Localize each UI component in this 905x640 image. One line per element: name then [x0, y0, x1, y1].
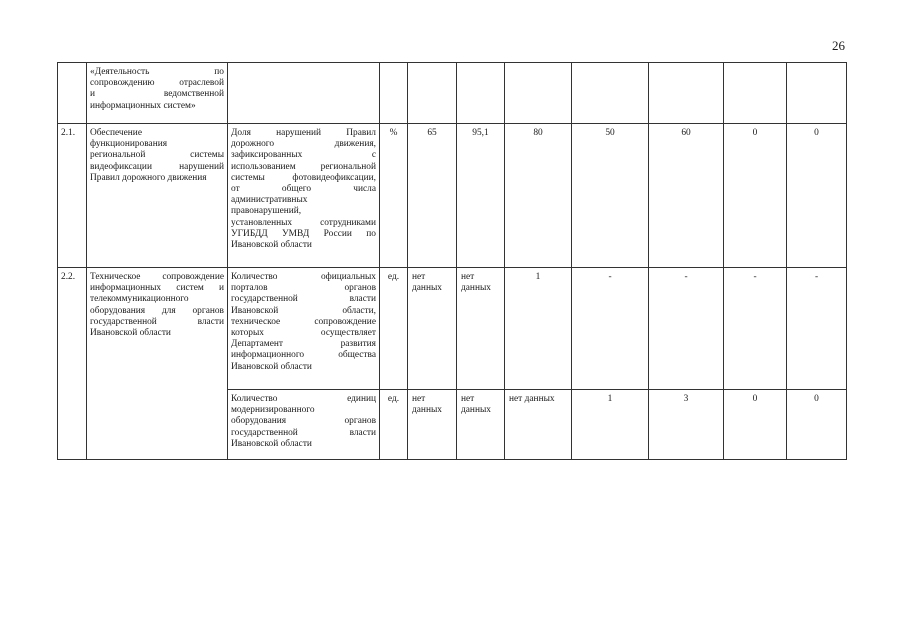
indicator-line: техническое сопровождение	[231, 316, 376, 327]
event-line: телекоммуникационного	[90, 294, 189, 305]
value-col-2: нет данных	[457, 268, 505, 390]
section-title-line: информационных систем»	[90, 100, 196, 111]
value-col-6: -	[724, 268, 787, 390]
table-row	[58, 124, 847, 268]
value-col-3: 1	[505, 268, 572, 390]
unit: ед.	[380, 268, 408, 390]
event-description	[87, 268, 228, 460]
indicator-line: использованием региональной	[231, 161, 376, 172]
value-col-4: -	[572, 268, 649, 390]
indicator-line: Количество единиц	[231, 394, 376, 404]
indicator-line: Департамент развития	[231, 339, 376, 350]
value-col-1: 65	[408, 124, 457, 268]
indicator-line: правонарушений,	[231, 206, 302, 217]
cell-empty	[787, 63, 847, 124]
value-col-2: 95,1	[457, 124, 505, 268]
indicator-line: государственной власти	[231, 294, 376, 305]
event-line: Ивановской области	[90, 328, 171, 339]
indicator-line: зафиксированных с	[231, 150, 376, 161]
indicator-line: Ивановской области	[231, 438, 312, 449]
unit: ед.	[380, 390, 408, 460]
value-col-1: нет данных	[408, 390, 457, 460]
indicator-line: Ивановской области	[231, 361, 312, 372]
indicator-line: Ивановской области,	[231, 305, 376, 316]
value-col-5: -	[649, 268, 724, 390]
cell-number-empty	[58, 63, 87, 124]
indicator-description	[228, 268, 380, 390]
cell-empty	[649, 63, 724, 124]
event-line: информационных систем и	[90, 283, 224, 294]
indicator-line: от общего числа	[231, 184, 376, 195]
indicator-description	[228, 124, 380, 268]
indicator-line: УГИБДД УМВД России по	[231, 228, 376, 239]
indicator-line: системы фотовидеофиксации,	[231, 172, 376, 183]
cell-empty	[457, 63, 505, 124]
value-col-6: 0	[724, 390, 787, 460]
cell-empty	[505, 63, 572, 124]
event-line: функционирования	[90, 139, 168, 150]
indicator-line: порталов органов	[231, 283, 376, 294]
unit: %	[380, 124, 408, 268]
cell-empty	[408, 63, 457, 124]
value-col-7: 0	[787, 124, 847, 268]
value-col-4: 1	[572, 390, 649, 460]
event-line: видеофиксации нарушений	[90, 161, 224, 172]
value-col-1: нет данных	[408, 268, 457, 390]
value-col-7: 0	[787, 390, 847, 460]
row-number: 2.1.	[58, 124, 87, 268]
section-title-line: и ведомственной	[90, 89, 224, 100]
event-line: государственной власти	[90, 316, 224, 327]
table-row-section-header	[58, 63, 847, 124]
indicator-line: информационного общества	[231, 350, 376, 361]
value-col-7: -	[787, 268, 847, 390]
indicator-line: дорожного движения,	[231, 139, 376, 150]
cell-empty	[572, 63, 649, 124]
section-title-line: «Деятельность по	[90, 67, 224, 77]
value-col-5: 60	[649, 124, 724, 268]
event-line: Обеспечение	[90, 128, 142, 138]
value-col-2: нет данных	[457, 390, 505, 460]
cell-empty	[380, 63, 408, 124]
event-line: региональной системы	[90, 150, 224, 161]
cell-section-title	[87, 63, 228, 124]
event-line: оборудования для органов	[90, 305, 224, 316]
event-description	[87, 124, 228, 268]
indicator-line: Количество официальных	[231, 272, 376, 282]
indicator-line: модернизированного	[231, 405, 315, 416]
section-title-line: сопровождению отраслевой	[90, 78, 224, 89]
indicator-line: государственной власти	[231, 427, 376, 438]
value-col-5: 3	[649, 390, 724, 460]
cell-empty	[724, 63, 787, 124]
value-col-4: 50	[572, 124, 649, 268]
event-line: Техническое сопровождение	[90, 272, 224, 282]
value-col-3: 80	[505, 124, 572, 268]
row-number: 2.2.	[58, 268, 87, 460]
indicator-description	[228, 390, 380, 460]
indicator-line: которых осуществляет	[231, 328, 376, 339]
indicator-line: Доля нарушений Правил	[231, 128, 376, 138]
program-table	[57, 62, 847, 460]
value-col-6: 0	[724, 124, 787, 268]
page-number: 26	[832, 38, 845, 53]
event-line: Правил дорожного движения	[90, 172, 207, 183]
indicator-line: оборудования органов	[231, 416, 376, 427]
table-row	[58, 268, 847, 390]
indicator-line: административных	[231, 195, 308, 206]
indicator-line: Ивановской области	[231, 240, 312, 251]
indicator-line: установленных сотрудниками	[231, 217, 376, 228]
value-col-3: нет данных	[505, 390, 572, 460]
cell-empty	[228, 63, 380, 124]
